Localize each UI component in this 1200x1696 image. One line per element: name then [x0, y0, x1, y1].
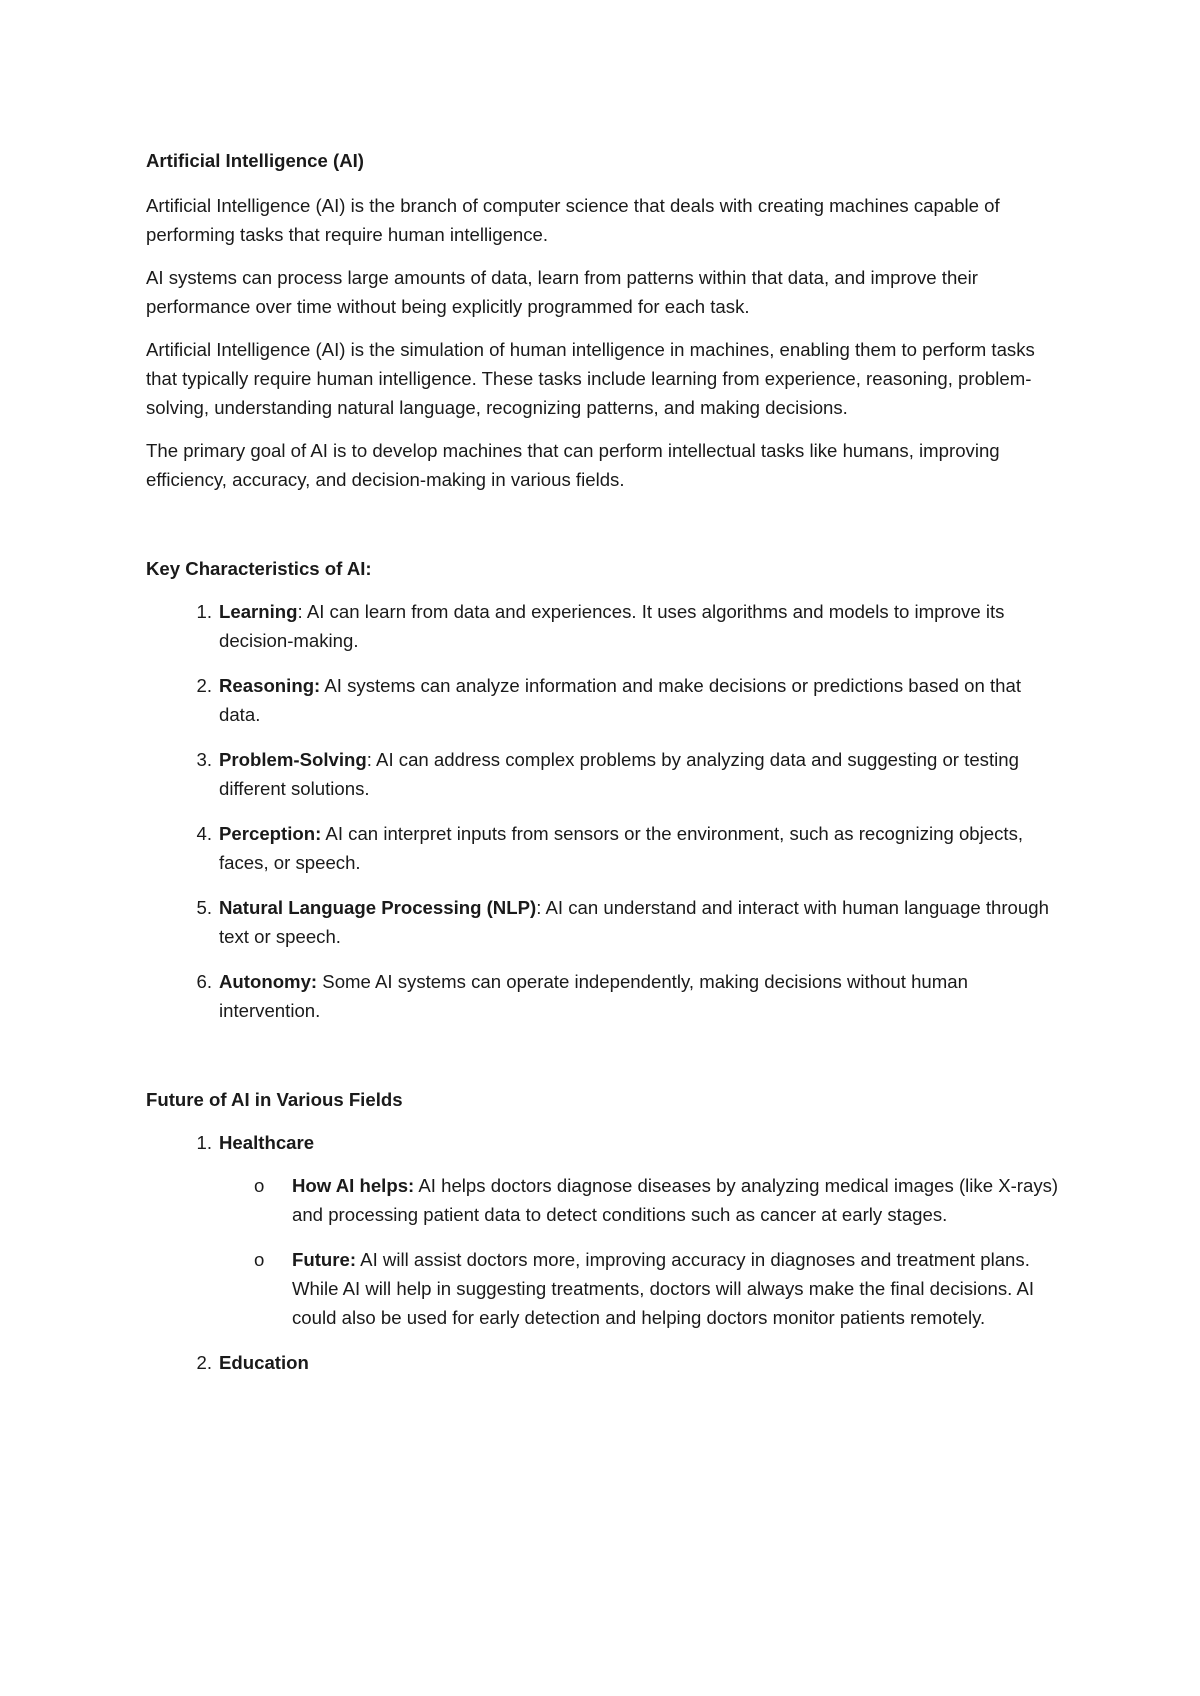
list-number: 4. — [196, 823, 212, 844]
point-term: Future: — [292, 1249, 357, 1270]
list-item — [146, 1245, 1066, 1332]
list-number: 1. — [196, 601, 212, 622]
list-text: : AI can learn from data and experiences. It uses algorithms and models to improve its decision-making. — [219, 601, 1005, 651]
field-name-healthcare: Healthcare — [219, 1132, 315, 1153]
intro-paragraph-3: Artificial Intelligence (AI) is the simulation of human intelligence in machines, enabling them to perform tasks that typically require human intelligence. These tasks include learning from experience, reasoning, problem-solving, understanding natural language, recognizing patterns, and making decisions. — [146, 339, 1035, 418]
list-text: AI can interpret inputs from sensors or the environment, such as recognizing objects, faces, or speech. — [219, 823, 1024, 873]
list-term: Problem-Solving — [219, 749, 367, 770]
bullet-icon: o — [254, 1175, 265, 1196]
list-item — [146, 893, 1066, 951]
key-characteristics-list — [146, 597, 1066, 1025]
future-fields-list — [146, 1128, 1066, 1377]
document-body — [146, 146, 1066, 1393]
point-text: AI will assist doctors more, improving accuracy in diagnoses and treatment plans. While AI will help in suggesting treatments, doctors will always make the final decisions. AI could also be used for early detection and helping doctors monitor patients remotely. — [292, 1249, 1035, 1328]
list-term: Natural Language Processing (NLP) — [219, 897, 537, 918]
list-term: Reasoning: — [219, 675, 321, 696]
list-text: : AI can address complex problems by analyzing data and suggesting or testing different solutions. — [219, 749, 1019, 799]
list-item — [146, 671, 1066, 729]
list-text: AI systems can analyze information and make decisions or predictions based on that data. — [219, 675, 1021, 725]
list-number: 1. — [196, 1132, 212, 1153]
intro-paragraph-2: AI systems can process large amounts of data, learn from patterns within that data, and improve their performance over time without being explicitly programmed for each task. — [146, 267, 978, 317]
list-text: Some AI systems can operate independently, making decisions without human intervention. — [219, 971, 968, 1021]
list-number: 2. — [196, 675, 212, 696]
intro-paragraph-1: Artificial Intelligence (AI) is the branch of computer science that deals with creating machines capable of performing tasks that require human intelligence. — [146, 195, 1000, 245]
list-number: 3. — [196, 749, 212, 770]
list-term: Perception: — [219, 823, 322, 844]
intro-paragraph-4: The primary goal of AI is to develop machines that can perform intellectual tasks like humans, improving efficiency, accuracy, and decision-making in various fields. — [146, 440, 1000, 490]
future-heading: Future of AI in Various Fields — [146, 1089, 403, 1110]
key-characteristics-heading: Key Characteristics of AI: — [146, 558, 372, 579]
page-title: Artificial Intelligence (AI) — [146, 150, 364, 171]
list-item — [146, 1171, 1066, 1229]
list-number: 5. — [196, 897, 212, 918]
list-term: Autonomy: — [219, 971, 318, 992]
list-item — [146, 597, 1066, 655]
list-item — [146, 1128, 1066, 1332]
list-item — [146, 745, 1066, 803]
list-item — [146, 1348, 1066, 1377]
bullet-icon: o — [254, 1249, 265, 1270]
point-text: AI helps doctors diagnose diseases by analyzing medical images (like X-rays) and processing patient data to detect conditions such as cancer at early stages. — [292, 1175, 1059, 1225]
list-text: : AI can understand and interact with human language through text or speech. — [219, 897, 1049, 947]
list-item — [146, 967, 1066, 1025]
list-number: 2. — [196, 1352, 212, 1373]
list-item — [146, 819, 1066, 877]
point-term: How AI helps: — [292, 1175, 415, 1196]
list-number: 6. — [196, 971, 212, 992]
field-name-education: Education — [219, 1352, 309, 1373]
list-term: Learning — [219, 601, 298, 622]
healthcare-points — [146, 1171, 1066, 1332]
